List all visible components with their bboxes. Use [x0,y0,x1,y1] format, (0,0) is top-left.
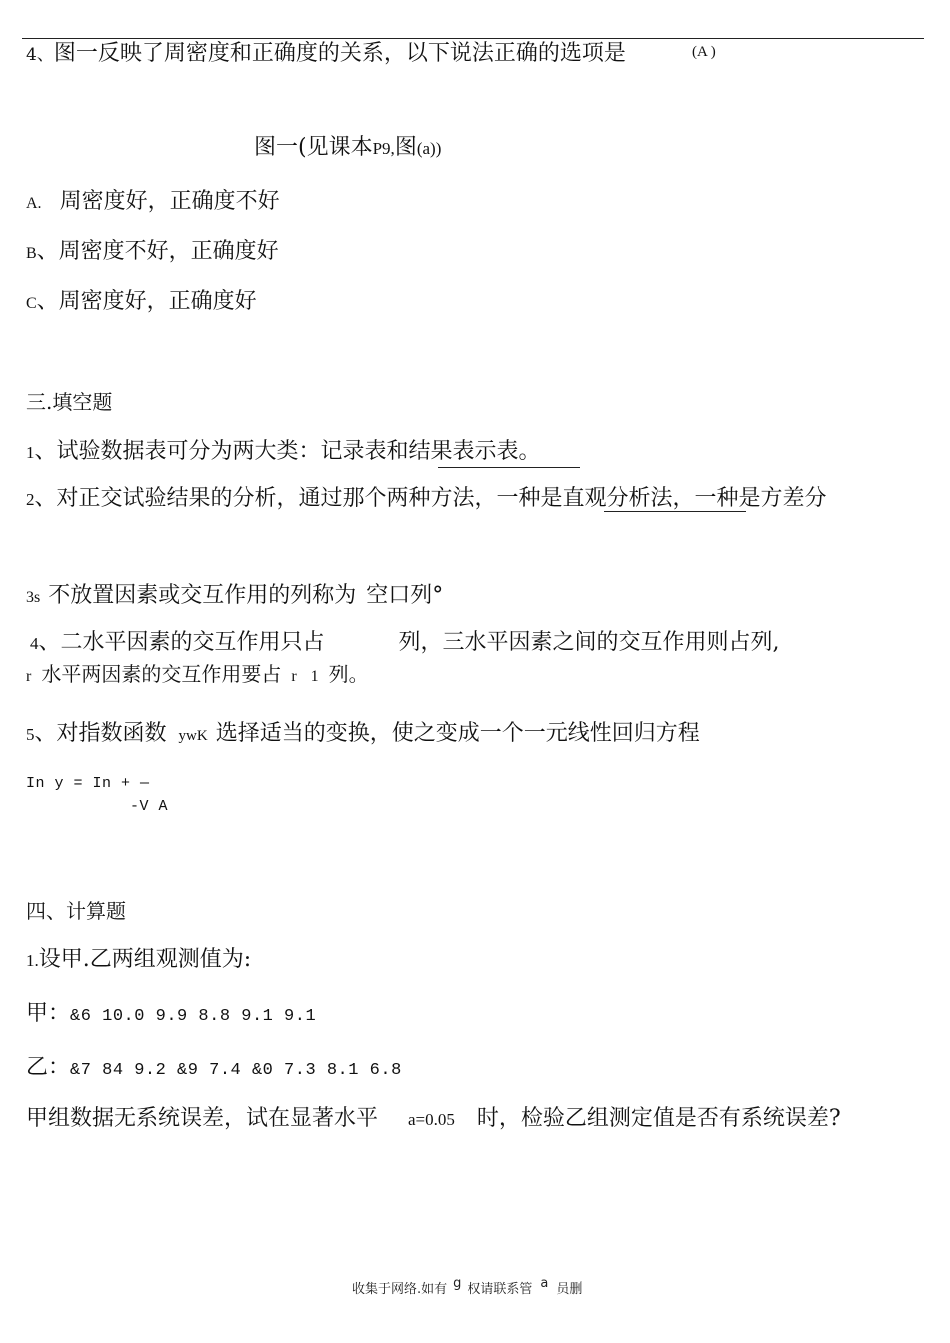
group-values-jia: &6 10.0 9.9 8.8 9.1 9.1 [70,1007,317,1026]
question-number: 5 [26,725,35,744]
fill-answer: 直观分析法， [562,486,695,511]
mc-answer: (A ) [692,44,716,60]
page-footer [352,1278,582,1297]
question-text: 、试验数据表可分为两大类：记录表和 [34,439,409,464]
fill-question-2 [26,481,827,512]
question-text: 设甲.乙两组观测值为: [38,947,252,972]
formula-line-2: -V A [130,798,169,815]
function-label: ywK [178,728,208,744]
group-label-yi: 乙： [26,1055,71,1080]
option-text: 周密度好，正确度不好 [59,189,280,214]
section-4-title: 四、计算题 [26,899,126,923]
question-number: 1 [26,443,35,462]
question-text-tail: 选择适当的变换，使之变成一个一元线性回归方程 [215,721,700,746]
option-label: A. [26,195,42,212]
option-a [26,184,280,215]
footer-a: a [540,1276,549,1291]
question-text: 、对正交试验结果的分析，通过那个两种方法，一种是 [34,486,563,511]
figure-caption-ref: P9, [372,139,395,158]
option-b [26,234,279,265]
question-number: 4 [30,634,39,653]
calc-question-1 [26,942,251,973]
fill-question-3 [26,578,443,609]
variable-r: r [26,668,32,685]
mc-question-text: 图一反映了周密度和正确度的关系，以下说法正确的选项是 [53,41,626,66]
calc-question-text [26,1101,841,1132]
footer-g: g [453,1276,462,1291]
jia-values-row [26,996,316,1027]
question-text-tail: 列。 [328,662,369,686]
question-text: 水平两因素的交互作用要占 [41,662,282,686]
group-label-jia: 甲： [26,1001,71,1026]
answer-underline [604,511,746,512]
mc-question-number: 4、 [26,45,54,65]
fill-question-4-line2 [26,658,369,687]
footer-text-2: 权请联系管 [467,1282,533,1297]
figure-caption [254,130,441,161]
number-one: 1 [310,668,319,685]
fill-question-4 [30,625,780,656]
option-label: B [26,245,37,262]
question-text: 、二水平因素的交互作用只占 [38,630,325,655]
option-label: C [26,295,37,312]
figure-caption-text-2: 图 [394,135,417,160]
fill-answer: 空口列° [366,583,444,608]
figure-caption-text: 图一(见课本 [254,135,373,160]
footer-text-3: 员删 [556,1282,583,1297]
question-number: 2 [26,490,35,509]
figure-caption-tail: (a)) [416,139,442,158]
question-number: 1. [26,951,39,970]
footer-text: 收集于网络.如有 [352,1282,448,1297]
alpha-value: a=0.05 [408,1110,455,1129]
group-values-yi: &7 84 9.2 &9 7.4 &0 7.3 8.1 6.8 [70,1061,402,1080]
option-text: 、周密度好，正确度好 [36,289,257,314]
question-text: 甲组数据无系统误差，试在显著水平 [26,1106,379,1131]
option-c [26,284,257,315]
fill-question-5 [26,716,700,747]
fill-answer: 结果表示表。 [408,439,541,464]
question-text-tail: 一种是方差分 [694,486,827,511]
yi-values-row [26,1050,402,1081]
question-text-tail: 时，检验乙组测定值是否有系统误差? [476,1106,841,1131]
variable-r: r [291,668,297,685]
question-text-b: 列，三水平因素之间的交互作用则占列, [398,630,780,655]
question-text: 不放置因素或交互作用的列称为 [48,583,357,608]
question-text: 、对指数函数 [34,721,167,746]
answer-underline [438,467,580,468]
option-text: 、周密度不好，正确度好 [36,239,279,264]
formula-line-1: In y = In + — [26,775,150,792]
mc-question-4 [26,36,626,67]
section-3-title: 三.填空题 [26,390,113,414]
question-number: 3s [26,589,41,606]
fill-question-1 [26,434,541,465]
